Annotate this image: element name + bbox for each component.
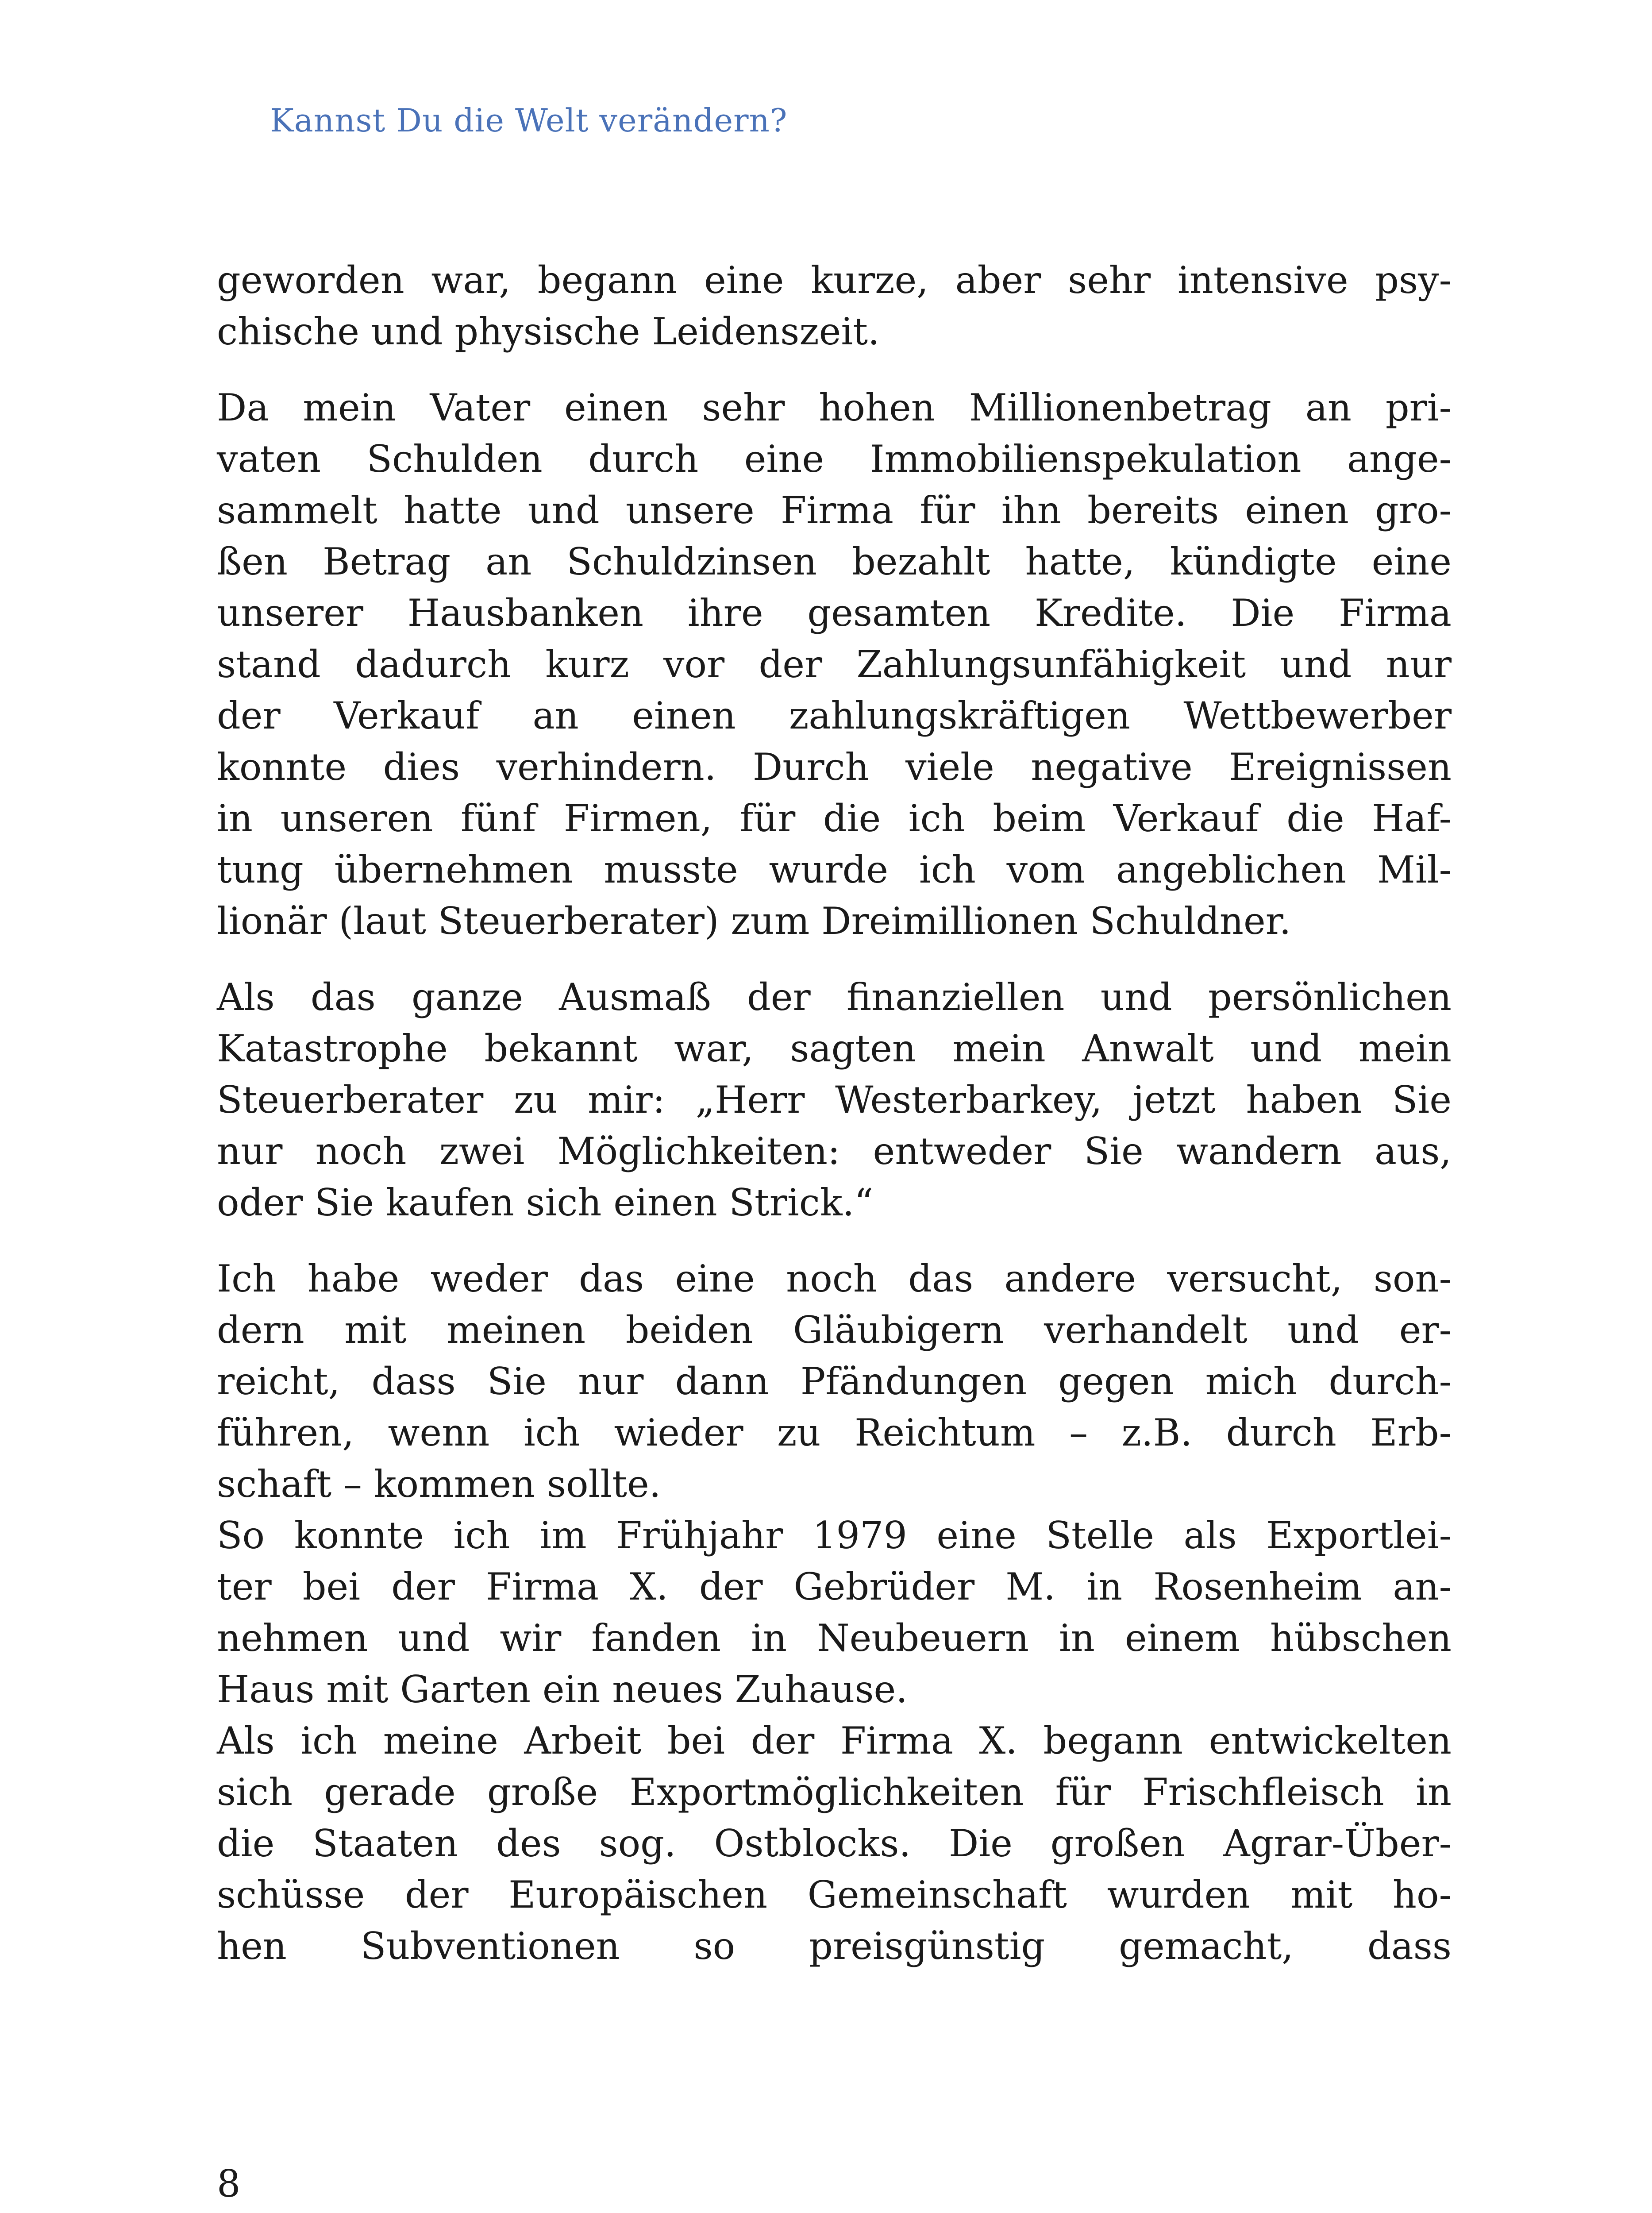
text-line: tung übernehmen musste wurde ich vom angeblichen Mil- [217,848,1452,891]
text-line: Als ich meine Arbeit bei der Firma X. begann entwickelten [217,1719,1452,1762]
text-line: lionär (laut Steuerberater) zum Dreimillionen Schuldner. [217,899,1291,943]
paragraph-5 [217,1510,1452,1715]
text-line: dern mit meinen beiden Gläubigern verhandelt und er- [217,1308,1452,1352]
text-line: sammelt hatte und unsere Firma für ihn bereits einen gro- [217,489,1452,532]
text-line: schaft – kommen sollte. [217,1462,661,1506]
paragraph-2 [217,382,1452,947]
paragraph-1 [217,254,1452,357]
text-line: vaten Schulden durch eine Immobilienspekulation ange- [217,437,1452,481]
text-line: die Staaten des sog. Ostblocks. Die großen Agrar-Über- [217,1822,1452,1865]
paragraph-3 [217,972,1452,1228]
text-line: schüsse der Europäischen Gemeinschaft wurden mit ho- [217,1873,1452,1916]
text-line: Haus mit Garten ein neues Zuhause. [217,1668,908,1711]
text-line: der Verkauf an einen zahlungskräftigen Wettbewerber [217,694,1452,737]
page-number: 8 [217,2162,241,2205]
text-line: stand dadurch kurz vor der Zahlungsunfähigkeit und nur [217,643,1452,686]
paragraph-4 [217,1253,1452,1510]
paragraph-6 [217,1715,1452,1972]
text-line: ßen Betrag an Schuldzinsen bezahlt hatte, kündigte eine [217,540,1452,583]
body-text [217,254,1452,1972]
running-header-title: Kannst Du die Welt verändern? [270,102,788,139]
text-line: konnte dies verhindern. Durch viele negative Ereignissen [217,745,1452,789]
text-line: nehmen und wir fanden in Neubeuern in einem hübschen [217,1616,1452,1660]
text-line: ter bei der Firma X. der Gebrüder M. in Rosenheim an- [217,1565,1452,1608]
text-line: in unseren fünf Firmen, für die ich beim Verkauf die Haf- [217,797,1452,840]
text-line: nur noch zwei Möglichkeiten: entweder Sie wandern aus, [217,1130,1452,1173]
text-line: So konnte ich im Frühjahr 1979 eine Stelle als Exportlei- [217,1514,1452,1557]
text-line: oder Sie kaufen sich einen Strick.“ [217,1181,874,1224]
text-line: reicht, dass Sie nur dann Pfändungen gegen mich durch- [217,1360,1452,1403]
text-line: Katastrophe bekannt war, sagten mein Anwalt und mein [217,1027,1452,1070]
text-line: sich gerade große Exportmöglichkeiten für Frischfleisch in [217,1770,1452,1814]
text-line: hen Subventionen so preisgünstig gemacht, dass [217,1924,1452,1968]
text-line: geworden war, begann eine kurze, aber sehr intensive psy- [217,258,1452,302]
text-line: Steuerberater zu mir: „Herr Westerbarkey, jetzt haben Sie [217,1078,1452,1122]
text-line: chische und physische Leidenszeit. [217,310,880,353]
text-line: Als das ganze Ausmaß der finanziellen und persönlichen [217,975,1452,1019]
text-line: Ich habe weder das eine noch das andere versucht, son- [217,1257,1452,1300]
text-line: Da mein Vater einen sehr hohen Millionenbetrag an pri- [217,386,1452,429]
text-line: führen, wenn ich wieder zu Reichtum – z.B. durch Erb- [217,1411,1452,1454]
text-line: unserer Hausbanken ihre gesamten Kredite. Die Firma [217,591,1452,635]
